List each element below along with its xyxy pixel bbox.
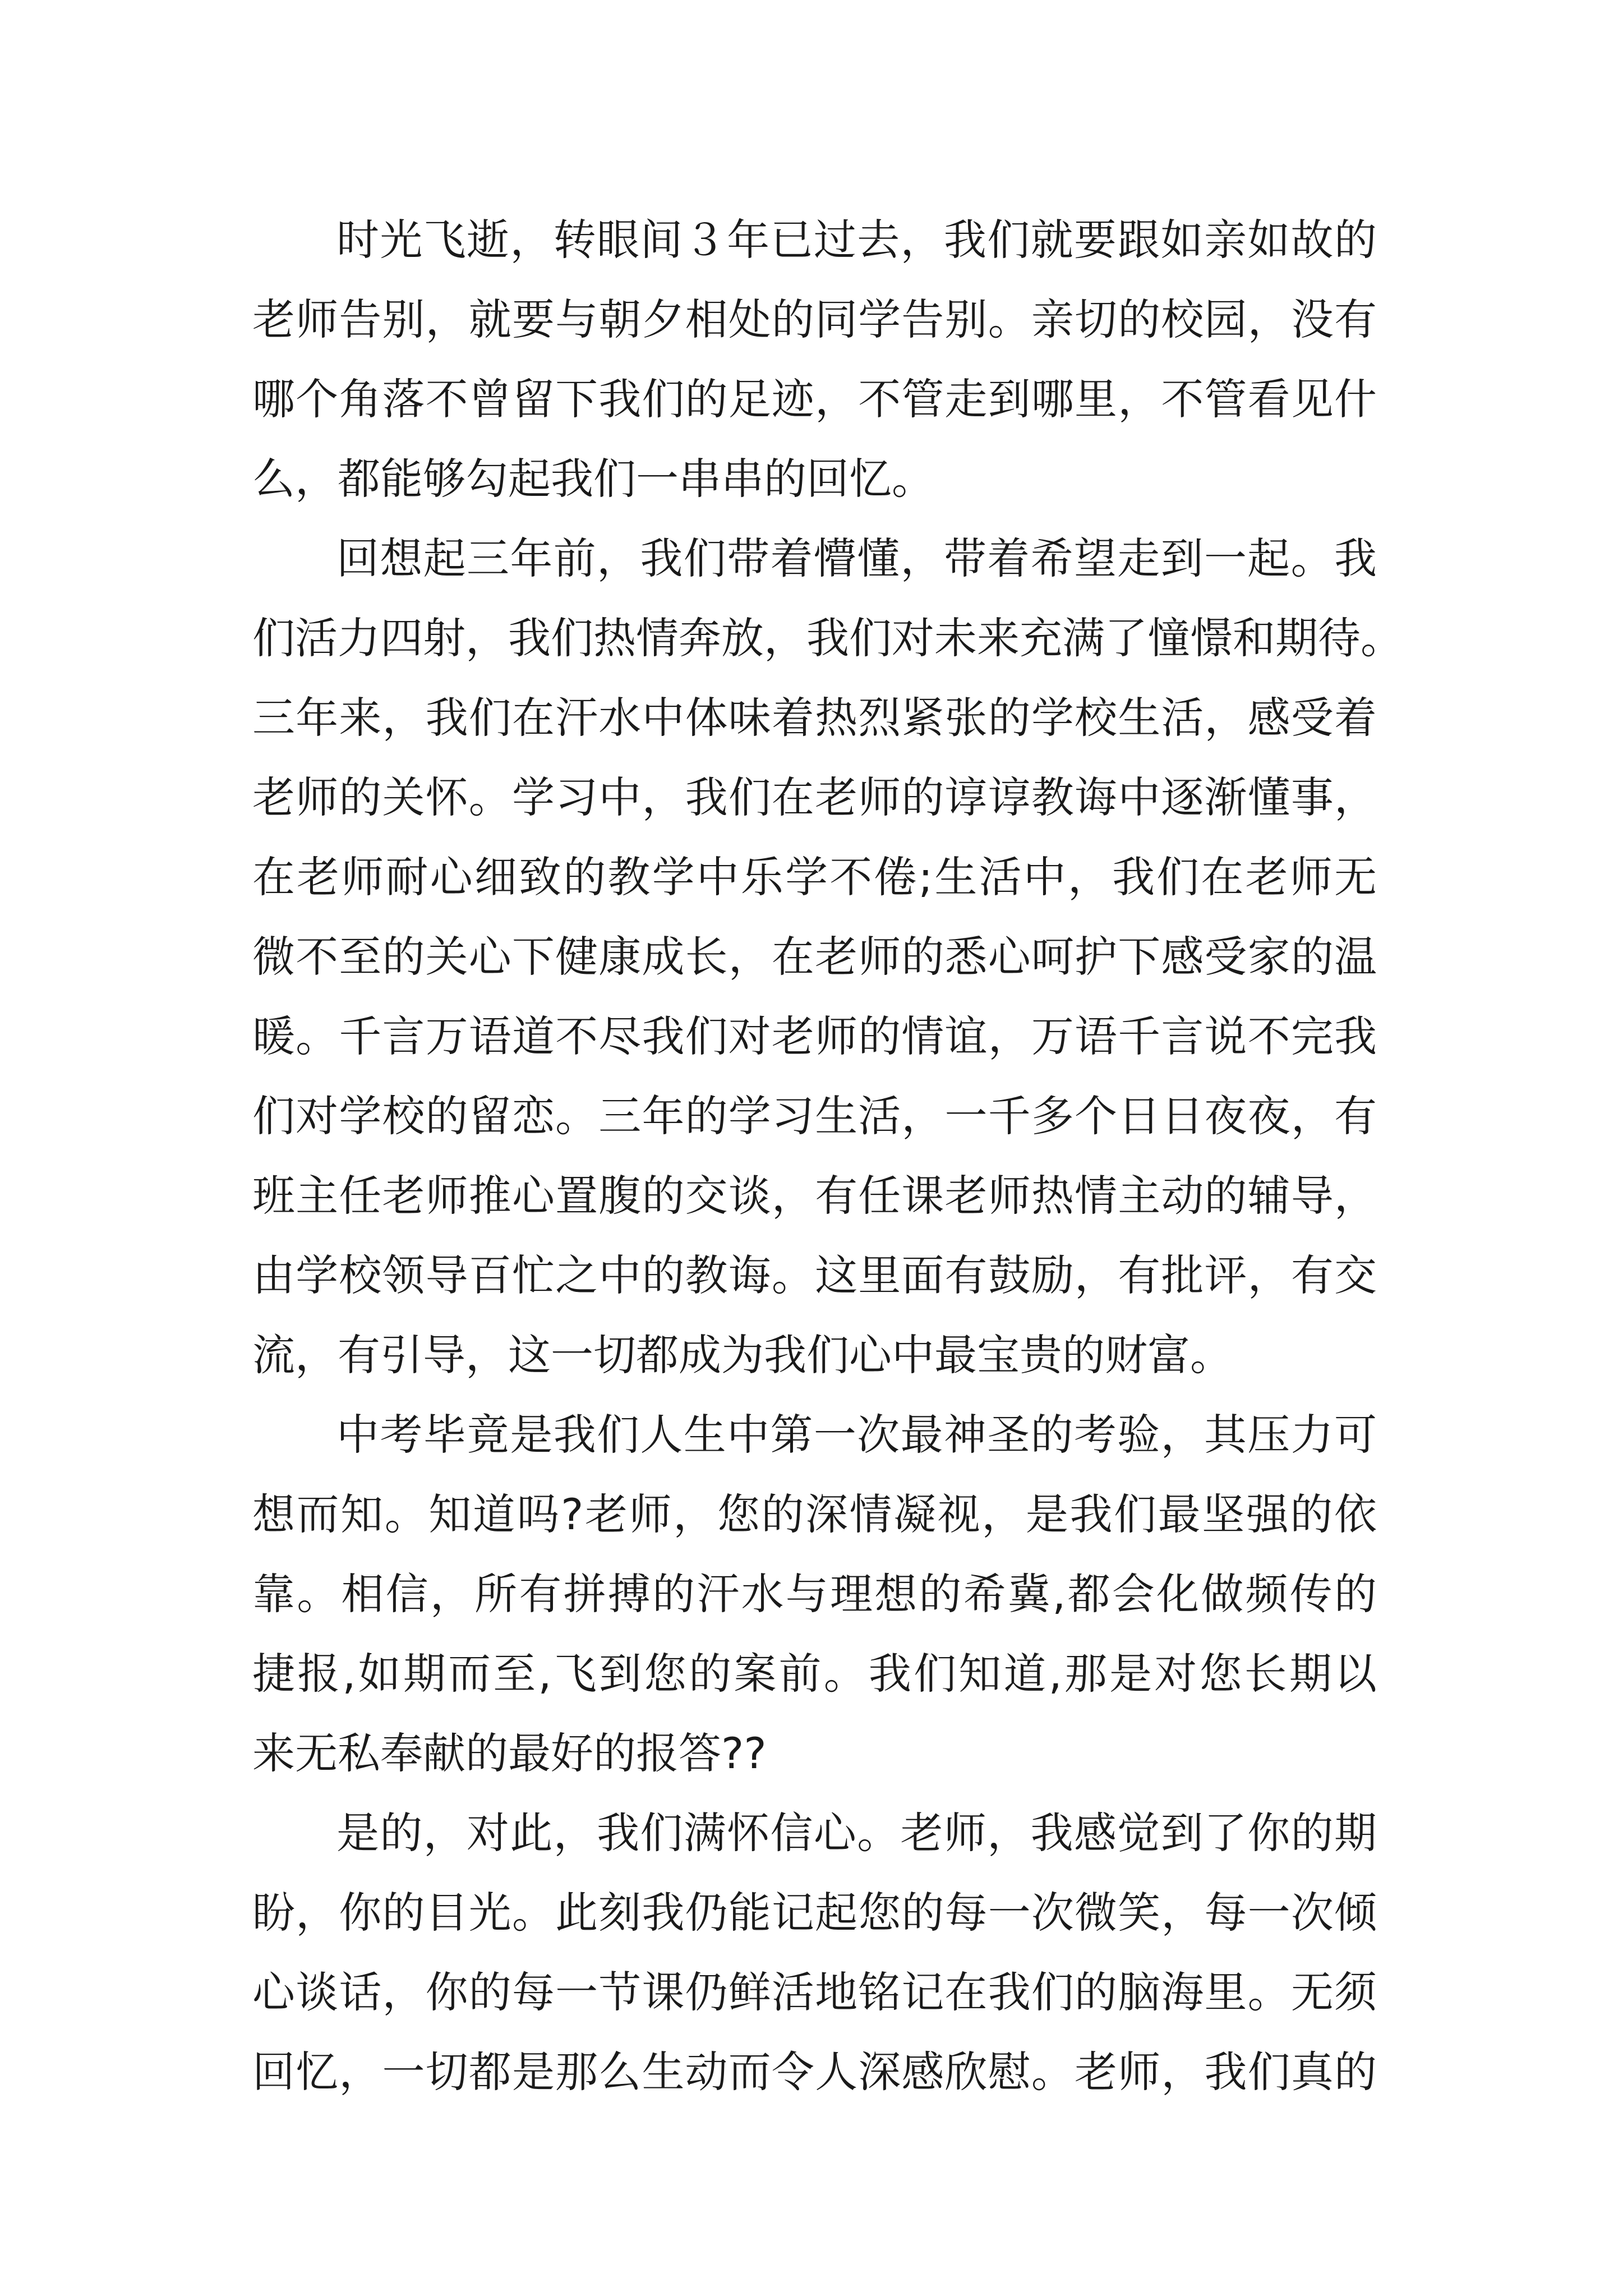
text-line: 靠。相信，所有拼搏的汗水与理想的希冀,都会化做频传的	[252, 1569, 1377, 1619]
text-line: 由学校领导百忙之中的教诲。这里面有鼓励，有批评，有交	[252, 1250, 1377, 1300]
text-line: 微不至的关心下健康成长，在老师的悉心呵护下感受家的温	[252, 932, 1377, 982]
text-line: 想而知。知道吗?老师，您的深情凝视，是我们最坚强的依	[252, 1489, 1377, 1539]
text-line: 流，有引导，这一切都成为我们心中最宝贵的财富。	[252, 1330, 1233, 1380]
text-line: 回想起三年前，我们带着懵懂，带着希望走到一起。我	[336, 533, 1377, 583]
text-line: 老师的关怀。学习中，我们在老师的谆谆教诲中逐渐懂事，	[252, 772, 1377, 822]
text-line: 捷报,如期而至,飞到您的案前。我们知道,那是对您长期以	[252, 1649, 1377, 1699]
text-line: 么，都能够勾起我们一串串的回忆。	[252, 454, 934, 504]
text-line: 是的，对此，我们满怀信心。老师，我感觉到了你的期	[336, 1808, 1377, 1858]
text-line: 暖。千言万语道不尽我们对老师的情谊，万语千言说不完我	[252, 1011, 1377, 1061]
text-line: 们活力四射，我们热情奔放，我们对未来充满了憧憬和期待。	[252, 613, 1403, 663]
text-line: 中考毕竟是我们人生中第一次最神圣的考验，其压力可	[336, 1410, 1377, 1460]
text-line: 哪个角落不曾留下我们的足迹，不管走到哪里，不管看见什	[252, 374, 1377, 424]
text-line: 在老师耐心细致的教学中乐学不倦;生活中，我们在老师无	[252, 852, 1377, 902]
text-line: 老师告别，就要与朝夕相处的同学告别。亲切的校园，没有	[252, 295, 1377, 344]
text-line: 来无私奉献的最好的报答??	[252, 1728, 767, 1778]
text-line: 回忆，一切都是那么生动而令人深感欣慰。老师，我们真的	[252, 2047, 1377, 2097]
text-line: 三年来，我们在汗水中体味着热烈紧张的学校生活，感受着	[252, 693, 1377, 743]
text-line: 们对学校的留恋。三年的学习生活，一千多个日日夜夜，有	[252, 1091, 1377, 1141]
text-line: 时光飞逝，转眼间３年已过去，我们就要跟如亲如故的	[336, 215, 1377, 265]
text-line: 心谈话，你的每一节课仍鲜活地铭记在我们的脑海里。无须	[252, 1967, 1377, 2017]
text-line: 盼，你的目光。此刻我仍能记起您的每一次微笑，每一次倾	[252, 1888, 1377, 1938]
text-line: 班主任老师推心置腹的交谈，有任课老师热情主动的辅导，	[252, 1171, 1377, 1221]
